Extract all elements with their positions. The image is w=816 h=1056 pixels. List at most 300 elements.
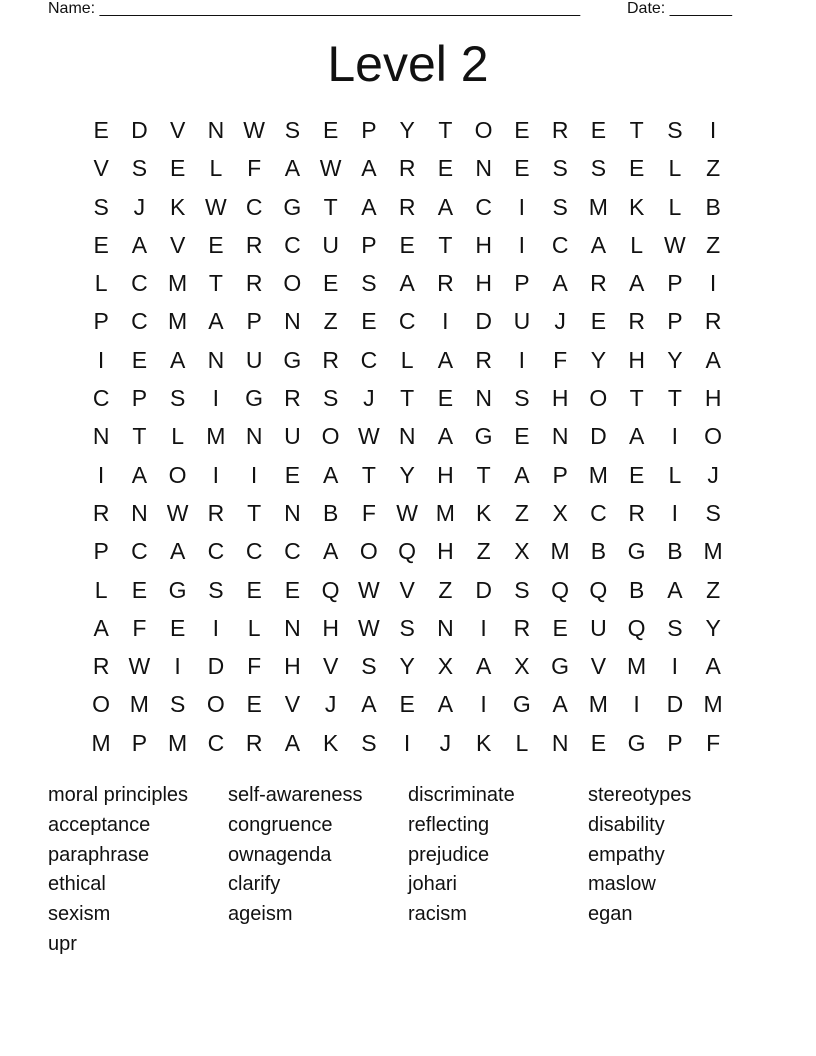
grid-letter[interactable]: E (399, 691, 415, 718)
grid-letter[interactable]: H (322, 614, 339, 641)
grid-letter[interactable]: V (399, 576, 415, 603)
grid-letter[interactable]: Q (321, 576, 340, 603)
grid-letter[interactable]: K (628, 193, 645, 220)
grid-letter[interactable]: I (671, 499, 679, 526)
grid-letter[interactable]: C (398, 308, 416, 335)
grid-letter[interactable]: J (439, 729, 452, 756)
grid-letter[interactable]: Z (706, 155, 721, 182)
grid-letter[interactable]: M (627, 653, 647, 680)
grid-letter[interactable]: A (628, 423, 645, 450)
grid-letter[interactable]: I (709, 270, 717, 297)
grid-letter[interactable]: E (322, 270, 339, 297)
grid-letter[interactable]: E (514, 423, 530, 450)
grid-letter[interactable]: K (475, 499, 492, 526)
grid-letter[interactable]: A (169, 538, 186, 565)
grid-letter[interactable]: I (442, 308, 449, 335)
grid-letter[interactable]: P (667, 308, 683, 335)
grid-letter[interactable]: R (551, 117, 569, 143)
grid-letter[interactable]: D (590, 423, 607, 450)
word-list-item: paraphrase (48, 843, 150, 866)
grid-letter[interactable]: W (396, 499, 418, 526)
word-list-item: discriminate (408, 784, 515, 806)
grid-letter[interactable]: L (94, 576, 108, 603)
grid-letter[interactable]: W (358, 614, 380, 641)
grid-letter[interactable]: W (358, 423, 380, 450)
grid-letter[interactable]: I (671, 423, 679, 450)
grid-letter[interactable]: E (284, 461, 301, 488)
grid-letter[interactable]: M (91, 729, 111, 756)
grid-letter[interactable]: M (129, 691, 149, 718)
grid-letter[interactable]: Z (476, 538, 491, 565)
grid-letter[interactable]: A (437, 193, 454, 220)
grid-letter[interactable]: I (212, 385, 220, 412)
grid-letter[interactable]: A (514, 461, 530, 488)
grid-letter[interactable]: I (480, 691, 487, 718)
grid-letter[interactable]: W (319, 155, 342, 182)
grid-letter[interactable]: N (551, 729, 569, 756)
word-list-item: upr (48, 932, 77, 955)
grid-letter[interactable]: P (131, 385, 148, 412)
grid-letter[interactable]: P (514, 270, 530, 297)
grid-letter[interactable]: S (667, 614, 683, 641)
grid-letter[interactable]: T (629, 385, 644, 412)
grid-letter[interactable]: I (174, 653, 181, 680)
grid-letter[interactable]: K (475, 729, 492, 756)
grid-letter[interactable]: S (169, 691, 186, 718)
grid-letter[interactable]: S (284, 117, 301, 143)
grid-letter[interactable]: V (322, 653, 339, 680)
grid-letter[interactable]: R (475, 346, 492, 373)
grid-letter[interactable]: E (590, 729, 607, 756)
grid-letter[interactable]: B (590, 538, 607, 565)
grid-letter[interactable]: N (475, 155, 492, 182)
grid-letter[interactable]: R (92, 499, 110, 526)
word-search-grid[interactable] (82, 111, 732, 762)
grid-letter[interactable]: I (518, 346, 526, 373)
grid-letter[interactable]: A (705, 653, 721, 680)
grid-letter[interactable]: R (245, 729, 263, 756)
grid-letter[interactable]: E (437, 155, 454, 182)
grid-letter[interactable]: R (207, 499, 225, 526)
grid-letter[interactable]: R (628, 308, 645, 335)
grid-letter[interactable]: U (245, 346, 263, 373)
grid-letter[interactable]: F (132, 614, 147, 641)
grid-letter[interactable]: H (284, 653, 301, 680)
grid-letter[interactable]: M (703, 691, 723, 718)
grid-letter[interactable]: A (284, 729, 301, 756)
grid-letter[interactable]: M (550, 538, 570, 565)
date-field-label[interactable]: Date: _______ (627, 0, 732, 17)
grid-letter[interactable]: J (707, 461, 719, 488)
grid-letter[interactable]: L (515, 729, 529, 756)
grid-letter[interactable]: T (667, 385, 682, 412)
grid-letter[interactable]: D (131, 117, 148, 143)
grid-letter[interactable]: A (361, 193, 377, 220)
grid-letter[interactable]: C (475, 193, 492, 220)
grid-letter[interactable]: C (131, 308, 148, 335)
grid-letter[interactable]: Z (438, 576, 453, 603)
grid-letter[interactable]: P (667, 729, 683, 756)
grid-letter[interactable]: S (667, 117, 683, 143)
grid-letter[interactable]: K (169, 193, 186, 220)
grid-letter[interactable]: R (513, 614, 531, 641)
grid-letter[interactable]: A (628, 270, 645, 297)
grid-letter[interactable]: T (476, 461, 491, 488)
grid-letter[interactable]: E (93, 117, 109, 143)
grid-letter[interactable]: E (552, 614, 568, 641)
word-list-item: prejudice (408, 843, 490, 866)
grid-letter[interactable]: N (475, 385, 492, 412)
grid-letter[interactable]: D (666, 691, 684, 718)
grid-letter[interactable]: A (322, 538, 339, 565)
grid-letter[interactable]: H (437, 538, 454, 565)
grid-letter[interactable]: C (92, 385, 110, 412)
grid-letter[interactable]: A (361, 691, 377, 718)
grid-letter[interactable]: E (628, 461, 645, 488)
grid-letter[interactable]: W (166, 499, 189, 526)
grid-letter[interactable]: A (705, 346, 721, 373)
grid-letter[interactable]: U (322, 231, 339, 258)
grid-letter[interactable]: A (475, 653, 492, 680)
grid-letter[interactable]: E (628, 155, 645, 182)
grid-letter[interactable]: E (131, 346, 148, 373)
grid-letter[interactable]: Y (705, 614, 721, 641)
grid-letter[interactable]: B (628, 576, 645, 603)
grid-letter[interactable]: E (322, 117, 339, 143)
grid-letter[interactable]: R (398, 193, 416, 220)
grid-letter[interactable]: L (209, 155, 223, 182)
grid-letter[interactable]: T (132, 423, 147, 450)
grid-letter[interactable]: G (474, 423, 493, 450)
word-list-item: ownagenda (228, 843, 332, 866)
grid-letter[interactable]: Z (706, 231, 721, 258)
grid-letter[interactable]: E (284, 576, 301, 603)
grid-letter[interactable]: S (361, 729, 377, 756)
grid-letter[interactable]: N (398, 423, 416, 450)
grid-letter[interactable]: G (283, 193, 302, 220)
grid-letter[interactable]: P (361, 117, 377, 143)
grid-letter[interactable]: H (628, 346, 645, 373)
grid-letter[interactable]: A (399, 270, 415, 297)
grid-letter[interactable]: C (284, 231, 301, 258)
grid-letter[interactable]: R (322, 346, 339, 373)
grid-letter[interactable]: N (245, 423, 263, 450)
grid-letter[interactable]: E (246, 691, 262, 718)
grid-letter[interactable]: I (250, 461, 258, 488)
grid-letter[interactable]: C (207, 538, 225, 565)
grid-letter[interactable]: F (361, 499, 376, 526)
grid-letter[interactable]: T (438, 117, 453, 143)
grid-letter[interactable]: N (207, 346, 225, 373)
grid-letter[interactable]: B (705, 193, 721, 220)
grid-letter[interactable]: M (703, 538, 723, 565)
grid-letter[interactable]: S (169, 385, 186, 412)
grid-letter[interactable]: X (514, 538, 530, 565)
grid-letter[interactable]: L (668, 461, 682, 488)
grid-letter[interactable]: M (588, 193, 608, 220)
grid-letter[interactable]: Q (551, 576, 570, 603)
grid-letter[interactable]: B (667, 538, 683, 565)
grid-letter[interactable]: P (93, 308, 109, 335)
grid-letter[interactable]: C (245, 538, 263, 565)
grid-letter[interactable]: Z (514, 499, 529, 526)
grid-letter[interactable]: X (437, 653, 454, 680)
grid-letter[interactable]: S (361, 653, 377, 680)
grid-letter[interactable]: L (668, 155, 682, 182)
grid-letter[interactable]: M (588, 691, 608, 718)
grid-letter[interactable]: P (246, 308, 262, 335)
grid-letter[interactable]: U (513, 308, 531, 335)
grid-letter[interactable]: V (284, 691, 301, 718)
grid-letter[interactable]: A (131, 231, 148, 258)
grid-letter[interactable]: V (590, 653, 607, 680)
grid-letter[interactable]: V (169, 231, 186, 258)
grid-letter[interactable]: A (208, 308, 224, 335)
grid-letter[interactable]: A (667, 576, 683, 603)
name-field-label[interactable]: Name: ______________________________________________________ (48, 0, 581, 17)
grid-letter[interactable]: Y (590, 346, 607, 373)
grid-letter[interactable]: R (437, 270, 454, 297)
grid-letter[interactable]: V (169, 117, 186, 143)
grid-letter[interactable]: A (437, 346, 454, 373)
grid-letter[interactable]: S (552, 193, 568, 220)
grid-letter[interactable]: J (133, 193, 146, 220)
grid-letter[interactable]: P (93, 538, 109, 565)
word-list-item: self-awareness (228, 784, 363, 806)
grid-letter[interactable]: F (247, 653, 262, 680)
grid-letter[interactable]: F (553, 346, 568, 373)
grid-letter[interactable]: A (590, 231, 607, 258)
grid-letter[interactable]: C (245, 193, 263, 220)
grid-letter[interactable]: L (630, 231, 644, 258)
grid-letter[interactable]: E (514, 155, 530, 182)
grid-letter[interactable]: A (437, 691, 454, 718)
grid-letter[interactable]: G (551, 653, 570, 680)
grid-letter[interactable]: S (705, 499, 721, 526)
grid-letter[interactable]: S (131, 155, 148, 182)
page-title: Level 2 (327, 36, 489, 92)
grid-letter[interactable]: A (437, 423, 454, 450)
grid-letter[interactable]: U (284, 423, 301, 450)
grid-letter[interactable]: I (518, 231, 526, 258)
grid-letter[interactable]: G (283, 346, 302, 373)
grid-letter[interactable]: Z (323, 308, 338, 335)
grid-letter[interactable]: R (398, 155, 416, 182)
grid-letter[interactable]: S (322, 385, 339, 412)
grid-letter[interactable]: C (551, 231, 569, 258)
grid-letter[interactable]: O (206, 691, 225, 718)
grid-letter[interactable]: C (284, 538, 301, 565)
grid-letter[interactable]: T (629, 117, 644, 143)
grid-letter[interactable]: B (322, 499, 339, 526)
grid-letter[interactable]: O (92, 691, 111, 718)
grid-letter[interactable]: I (212, 461, 220, 488)
grid-letter[interactable]: N (284, 499, 301, 526)
grid-letter[interactable]: F (706, 729, 721, 756)
grid-letter[interactable]: L (247, 614, 261, 641)
grid-letter[interactable]: I (97, 346, 105, 373)
grid-letter[interactable]: H (704, 385, 722, 412)
grid-letter[interactable]: C (590, 499, 607, 526)
grid-letter[interactable]: A (322, 461, 339, 488)
grid-letter[interactable]: E (399, 231, 415, 258)
grid-letter[interactable]: O (321, 423, 340, 450)
grid-letter[interactable]: S (208, 576, 224, 603)
grid-letter[interactable]: K (322, 729, 339, 756)
grid-letter[interactable]: P (552, 461, 568, 488)
grid-letter[interactable]: G (627, 729, 646, 756)
grid-letter[interactable]: L (94, 270, 108, 297)
grid-letter[interactable]: C (131, 538, 148, 565)
grid-letter[interactable]: S (93, 193, 109, 220)
grid-letter[interactable]: D (475, 308, 492, 335)
grid-letter[interactable]: G (627, 538, 646, 565)
grid-letter[interactable]: Q (627, 614, 646, 641)
grid-letter[interactable]: N (437, 614, 454, 641)
grid-letter[interactable]: I (709, 117, 717, 143)
grid-letter[interactable]: T (323, 193, 338, 220)
grid-letter[interactable]: N (284, 308, 301, 335)
grid-letter[interactable]: E (590, 117, 607, 143)
grid-letter[interactable]: Z (706, 576, 721, 603)
grid-letter[interactable]: W (205, 193, 227, 220)
grid-letter[interactable]: A (552, 691, 568, 718)
grid-letter[interactable]: R (284, 385, 301, 412)
grid-letter[interactable]: O (704, 423, 723, 450)
grid-letter[interactable]: E (590, 308, 607, 335)
grid-letter[interactable]: M (168, 308, 188, 335)
grid-letter[interactable]: G (168, 576, 187, 603)
grid-letter[interactable]: E (169, 614, 186, 641)
grid-letter[interactable]: L (400, 346, 414, 373)
grid-letter[interactable]: E (437, 385, 454, 412)
grid-letter[interactable]: W (664, 231, 686, 258)
grid-letter[interactable]: H (437, 461, 454, 488)
grid-letter[interactable]: W (243, 117, 265, 143)
grid-letter[interactable]: E (208, 231, 224, 258)
grid-letter[interactable]: I (212, 614, 220, 641)
grid-letter[interactable]: W (128, 653, 151, 680)
grid-letter[interactable]: P (361, 231, 377, 258)
grid-letter[interactable]: H (551, 385, 569, 412)
grid-letter[interactable]: E (131, 576, 148, 603)
grid-letter[interactable]: R (628, 499, 645, 526)
grid-letter[interactable]: J (324, 691, 337, 718)
grid-letter[interactable]: T (208, 270, 223, 297)
grid-letter[interactable]: I (403, 729, 411, 756)
grid-letter[interactable]: E (246, 576, 262, 603)
grid-letter[interactable]: S (399, 614, 415, 641)
grid-letter[interactable]: A (169, 346, 186, 373)
grid-letter[interactable]: E (361, 308, 377, 335)
grid-letter[interactable]: I (97, 461, 105, 488)
grid-letter[interactable]: P (667, 270, 683, 297)
grid-letter[interactable]: U (590, 614, 607, 641)
grid-letter[interactable]: H (475, 231, 492, 258)
grid-letter[interactable]: E (169, 155, 186, 182)
grid-letter[interactable]: A (131, 461, 148, 488)
grid-letter[interactable]: G (512, 691, 531, 718)
grid-letter[interactable]: M (206, 423, 226, 450)
grid-letter[interactable]: O (589, 385, 608, 412)
grid-letter[interactable]: T (361, 461, 376, 488)
grid-letter[interactable]: J (363, 385, 375, 412)
grid-letter[interactable]: I (480, 614, 487, 641)
grid-letter[interactable]: Y (399, 461, 415, 488)
grid-letter[interactable]: C (131, 270, 148, 297)
grid-letter[interactable]: Y (667, 346, 683, 373)
grid-letter[interactable]: S (514, 385, 530, 412)
grid-letter[interactable]: N (207, 117, 225, 143)
grid-letter[interactable]: R (245, 231, 263, 258)
grid-letter[interactable]: X (552, 499, 568, 526)
grid-letter[interactable]: R (92, 653, 110, 680)
grid-letter[interactable]: C (360, 346, 378, 373)
grid-letter[interactable]: A (552, 270, 568, 297)
grid-letter[interactable]: L (171, 423, 185, 450)
grid-letter[interactable]: S (514, 576, 530, 603)
grid-letter[interactable]: L (668, 193, 682, 220)
grid-letter[interactable]: M (168, 729, 188, 756)
grid-letter[interactable]: C (207, 729, 225, 756)
grid-letter[interactable]: O (168, 461, 187, 488)
grid-letter[interactable]: R (590, 270, 607, 297)
grid-letter[interactable]: S (552, 155, 568, 182)
grid-letter[interactable]: J (554, 308, 566, 335)
grid-letter[interactable]: A (284, 155, 301, 182)
grid-letter[interactable]: M (588, 461, 608, 488)
grid-letter[interactable]: T (247, 499, 262, 526)
grid-letter[interactable]: D (475, 576, 492, 603)
grid-letter[interactable]: G (245, 385, 264, 412)
grid-letter[interactable]: E (93, 231, 109, 258)
grid-letter[interactable]: N (92, 423, 110, 450)
grid-letter[interactable]: X (514, 653, 530, 680)
grid-letter[interactable]: H (475, 270, 492, 297)
grid-letter[interactable]: Y (399, 117, 415, 143)
grid-letter[interactable]: O (283, 270, 302, 297)
grid-letter[interactable]: F (247, 155, 262, 182)
grid-letter[interactable]: S (590, 155, 607, 182)
word-list-item: maslow (588, 873, 656, 896)
grid-letter[interactable]: Q (589, 576, 608, 603)
grid-letter[interactable]: E (514, 117, 530, 143)
grid-letter[interactable]: N (551, 423, 569, 450)
grid-letter[interactable]: O (474, 117, 493, 143)
grid-letter[interactable]: A (361, 155, 377, 182)
grid-letter[interactable]: N (131, 499, 148, 526)
grid-letter[interactable]: R (704, 308, 722, 335)
grid-letter[interactable]: R (245, 270, 263, 297)
grid-letter[interactable]: P (131, 729, 148, 756)
grid-letter[interactable]: I (518, 193, 526, 220)
grid-letter[interactable]: T (438, 231, 453, 258)
grid-letter[interactable]: I (633, 691, 640, 718)
grid-letter[interactable]: O (359, 538, 378, 565)
grid-letter[interactable]: M (168, 270, 188, 297)
grid-letter[interactable]: I (671, 653, 679, 680)
grid-letter[interactable]: W (358, 576, 380, 603)
grid-letter[interactable]: T (400, 385, 415, 412)
grid-letter[interactable]: N (284, 614, 301, 641)
grid-letter[interactable]: Y (399, 653, 415, 680)
grid-letter[interactable]: V (93, 155, 109, 182)
grid-letter[interactable]: S (361, 270, 377, 297)
grid-letter[interactable]: D (207, 653, 225, 680)
grid-letter[interactable]: Q (398, 538, 417, 565)
grid-letter[interactable]: M (435, 499, 455, 526)
grid-letter[interactable]: A (93, 614, 109, 641)
